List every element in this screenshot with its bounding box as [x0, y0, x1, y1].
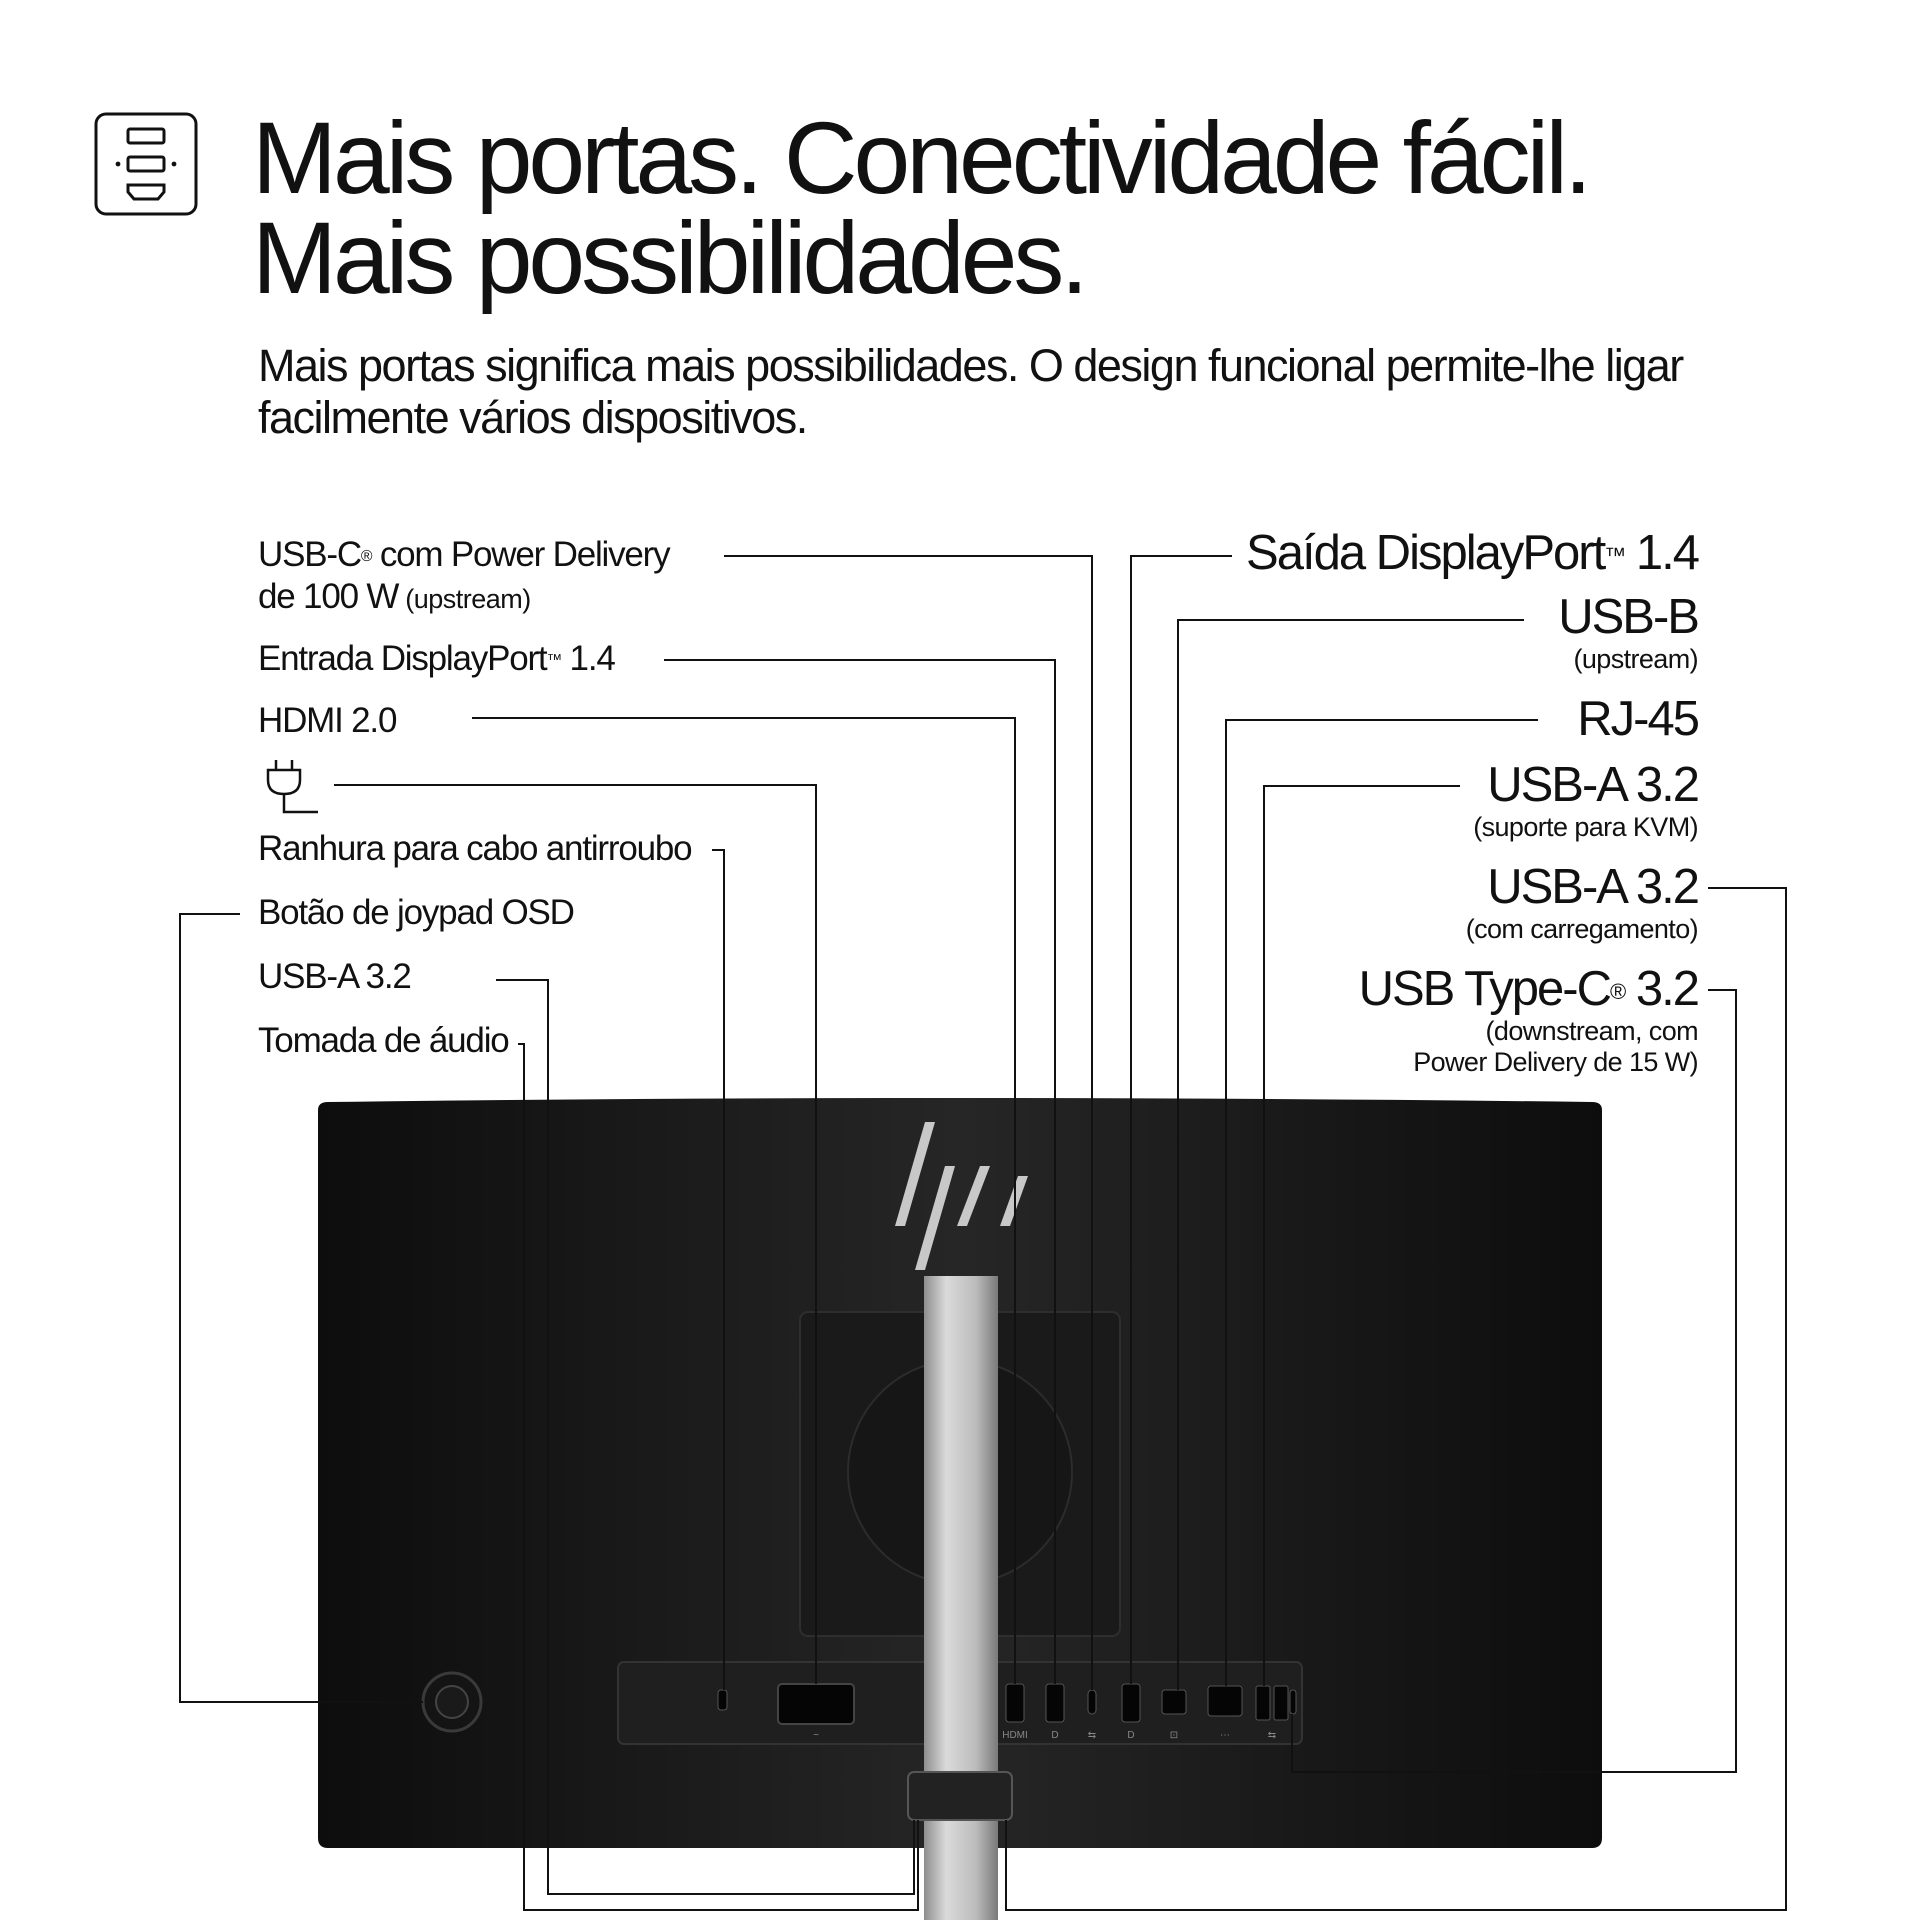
label-usba-left: USB-A 3.2 [258, 957, 411, 996]
port-label-dp: D [1051, 1730, 1059, 1741]
label-usbc-pd [258, 534, 669, 620]
label-usbb-text: USB-B [1558, 590, 1698, 644]
port-label-hdmi: HDMI [1002, 1730, 1028, 1741]
label-dp-in-version: 1.4 [561, 639, 615, 678]
usbb-port [1162, 1690, 1186, 1714]
port-label-dpout: D [1127, 1730, 1135, 1741]
registered-mark: ® [360, 548, 372, 566]
rj45-port [1208, 1686, 1242, 1716]
label-usbc-pd-note: (upstream) [398, 584, 531, 614]
power-port [778, 1684, 854, 1724]
label-usbc-down [1359, 962, 1698, 1078]
label-joypad: Botão de joypad OSD [258, 893, 574, 932]
label-dp-out-text: Saída DisplayPort [1246, 526, 1605, 580]
label-dp-in-text: Entrada DisplayPort [258, 639, 547, 678]
label-dp-out-version: 1.4 [1624, 526, 1698, 580]
label-rj45: RJ-45 [1577, 692, 1698, 746]
title-line-1: Mais portas. Conectividade fácil. [252, 101, 1589, 215]
label-usbc-pd-text: USB-C [258, 535, 361, 574]
usbc-down-port [1290, 1690, 1296, 1714]
label-usbc-down-text: USB Type-C [1358, 962, 1611, 1016]
trademark: ™ [546, 652, 562, 670]
label-usba-charge [1466, 860, 1698, 945]
port-label-usbc: ⇆ [1087, 1730, 1097, 1741]
lock-slot-port [718, 1690, 727, 1710]
hdmi-port [1006, 1684, 1024, 1722]
power-plug-icon [262, 758, 322, 816]
registered-mark: ® [1610, 979, 1625, 1005]
port-label-rj45: ⋯ [1220, 1730, 1230, 1741]
label-lock-slot: Ranhura para cabo antirroubo [258, 829, 692, 868]
page-subtitle: Mais portas significa mais possibilidades. O design funcional permite-lhe ligar facilmente vários dispositivos. [258, 340, 1683, 443]
label-audio: Tomada de áudio [258, 1021, 509, 1060]
label-usbc-down-note-2: Power Delivery de 15 W) [1413, 1047, 1698, 1077]
label-usba-charge-text: USB-A 3.2 [1487, 860, 1698, 914]
trademark: ™ [1604, 543, 1625, 569]
port-label-usbb: ⊡ [1169, 1730, 1179, 1741]
label-usbb-note: (upstream) [1573, 644, 1698, 674]
label-dp-in [258, 638, 615, 680]
label-usba-kvm-text: USB-A 3.2 [1487, 758, 1698, 812]
port-label-usba: ⇆ [1267, 1730, 1277, 1741]
label-usbc-down-version: 3.2 [1624, 962, 1698, 1016]
dp-in-port [1046, 1684, 1064, 1722]
label-usbc-pd-power: de 100 W [258, 577, 399, 616]
usba-kvm-port [1256, 1686, 1270, 1720]
port-label-power: ~ [813, 1730, 819, 1741]
label-usbc-pd-text-2: com Power Delivery [371, 535, 670, 574]
label-dp-out [1246, 526, 1698, 580]
usbc-pd-port [1088, 1690, 1096, 1714]
label-usba-charge-note: (com carregamento) [1465, 914, 1698, 944]
dp-out-port [1122, 1684, 1140, 1722]
label-usba-kvm-note: (suporte para KVM) [1473, 812, 1698, 842]
label-hdmi: HDMI 2.0 [258, 701, 397, 740]
label-usba-kvm [1473, 758, 1698, 843]
label-usbb [1558, 590, 1698, 675]
stand-neck [924, 1276, 998, 1920]
usba-charge-port [1274, 1686, 1288, 1720]
label-usbc-down-note-1: (downstream, com [1485, 1016, 1698, 1046]
title-line-2: Mais possibilidades. [252, 201, 1085, 315]
stand-clip [908, 1772, 1012, 1820]
